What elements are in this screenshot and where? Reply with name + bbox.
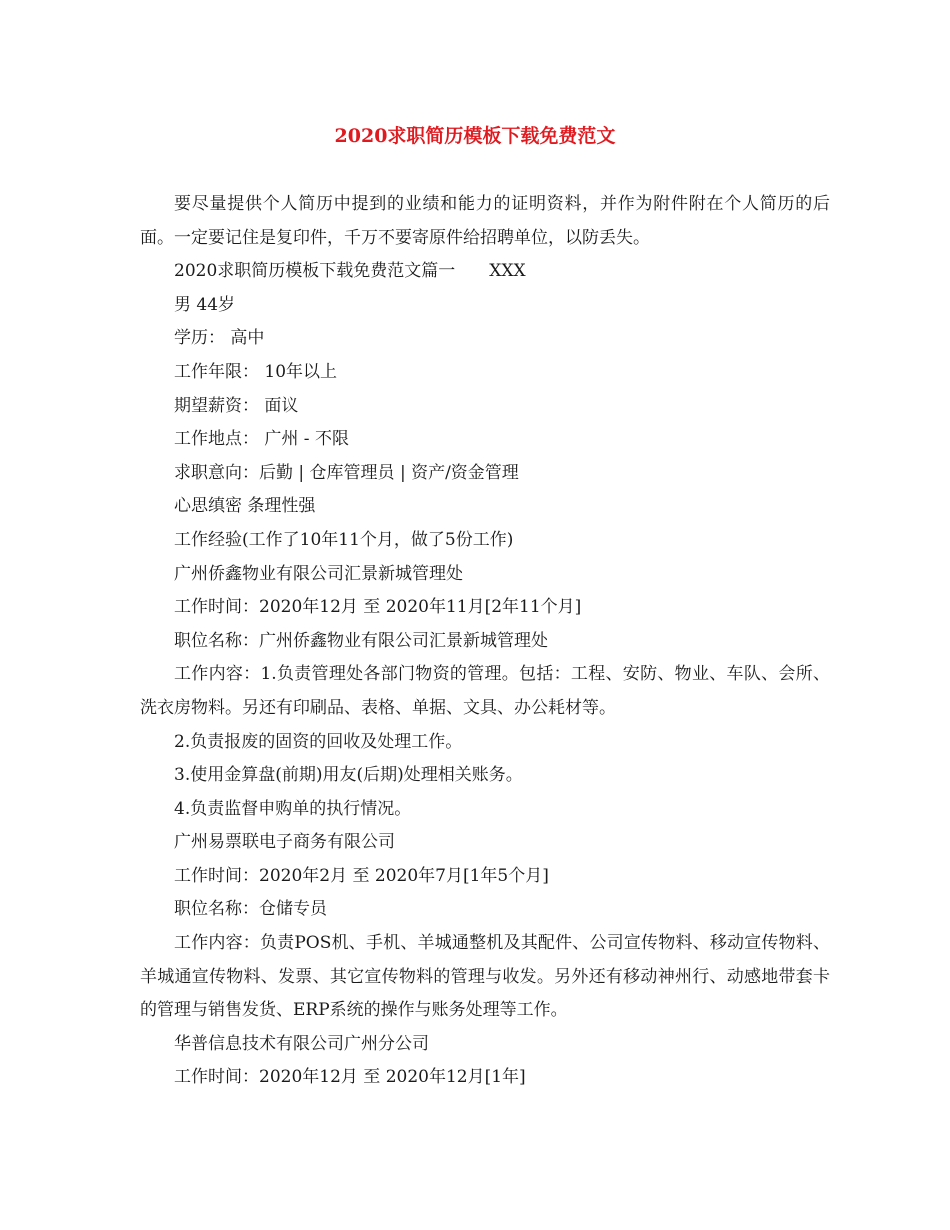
experience-summary: 工作经验(工作了10年11个月，做了5份工作): [174, 529, 514, 550]
expected-salary: 期望薪资： 面议: [174, 395, 299, 416]
intro-paragraph: 要尽量提供个人简历中提到的业绩和能力的证明资料，并作为附件附在个人简历的后面。一定要记住是复印件，千万不要寄原件给招聘单位，以防丢失。: [140, 194, 830, 248]
company-1-duty-2: 2.负责报废的固资的回收及处理工作。: [174, 731, 463, 752]
job-intention: 求职意向：后勤 | 仓库管理员 | 资产/资金管理: [174, 462, 519, 483]
company-1-duty-4: 4.负责监督申购单的执行情况。: [174, 798, 412, 819]
company-1-period: 工作时间：2020年12月 至 2020年11月[2年11个月]: [174, 597, 582, 618]
section-heading-line: [140, 255, 830, 289]
candidate-name: XXX: [489, 261, 526, 282]
company-3-period: 工作时间：2020年12月 至 2020年12月[1年]: [174, 1067, 526, 1088]
company-2-position: 职位名称：仓储专员: [174, 899, 327, 920]
company-2-duties: 工作内容：负责POS机、手机、羊城通整机及其配件、公司宣传物料、移动宣传物料、羊城通宣传物料、发票、其它宣传物料的管理与收发。另外还有移动神州行、动感地带套卡的管理与销售发货、ERP系统的操作与账务处理等工作。: [140, 933, 830, 1021]
company-1-position: 职位名称：广州侨鑫物业有限公司汇景新城管理处: [174, 630, 548, 651]
work-years: 工作年限： 10年以上: [174, 361, 338, 382]
section-heading: 2020求职简历模板下载免费范文篇一: [174, 261, 456, 282]
document-body: [140, 188, 830, 1095]
self-description: 心思缜密 条理性强: [174, 496, 316, 517]
company-1-duties: 工作内容：1.负责管理处各部门物资的管理。包括：工程、安防、物业、车队、会所、洗衣房物料。另还有印刷品、表格、单据、文具、办公耗材等。: [140, 664, 830, 718]
company-2-name: 广州易票联电子商务有限公司: [174, 832, 395, 853]
company-2-period: 工作时间：2020年2月 至 2020年7月[1年5个月]: [174, 865, 549, 886]
company-1-name: 广州侨鑫物业有限公司汇景新城管理处: [174, 563, 463, 584]
company-1-duty-3: 3.使用金算盘(前期)用友(后期)处理相关账务。: [174, 765, 523, 786]
work-location: 工作地点： 广州 - 不限: [174, 429, 349, 450]
education: 学历： 高中: [174, 328, 265, 349]
company-3-name: 华普信息技术有限公司广州分公司: [174, 1033, 429, 1054]
document-title: 2020求职简历模板下载免费范文: [334, 125, 616, 147]
gender-age: 男 44岁: [174, 294, 236, 315]
